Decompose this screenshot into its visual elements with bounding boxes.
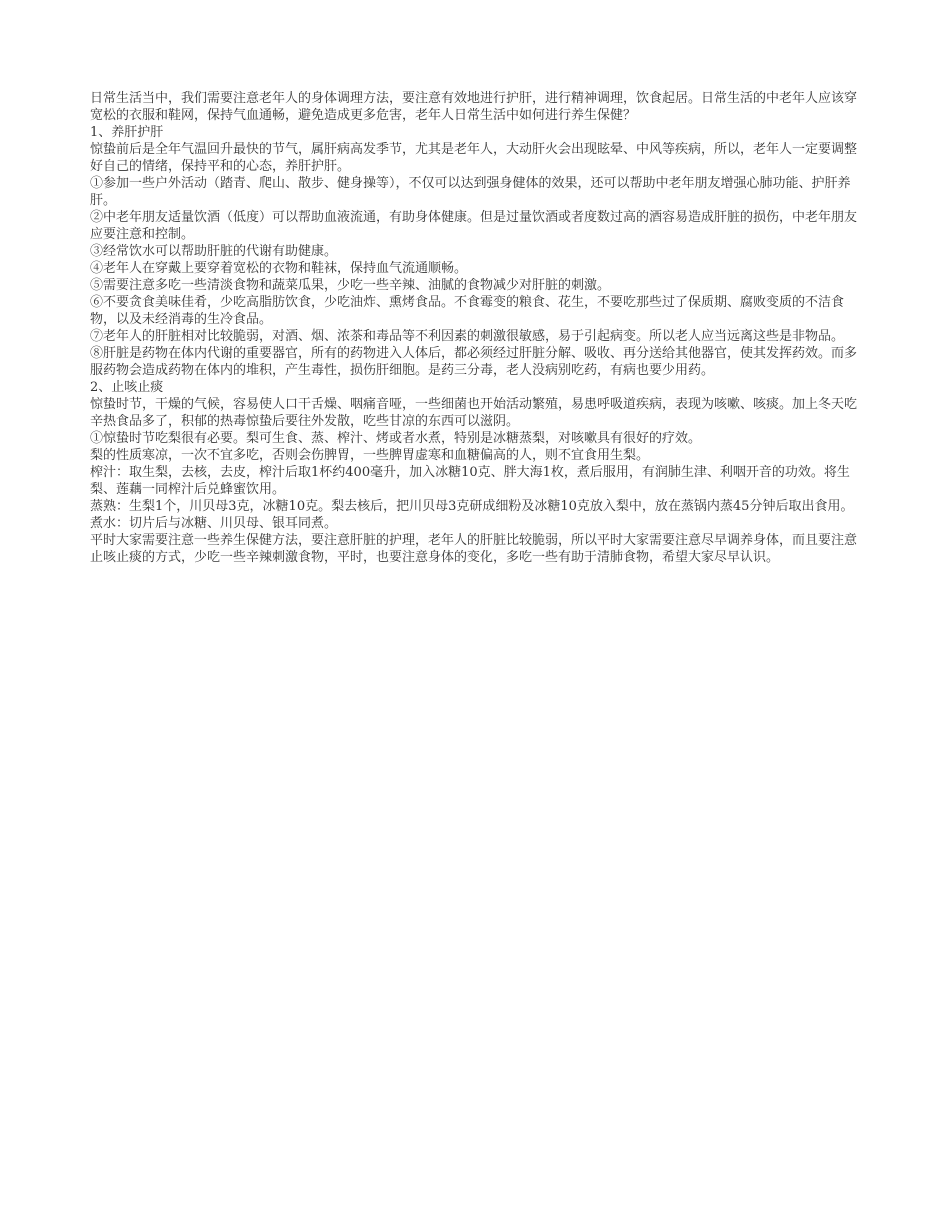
list-item: ⑦老年人的肝脏相对比较脆弱，对酒、烟、浓茶和毒品等不利因素的刺激很敏感，易于引起病变。所以老人应当远离这些是非物品。: [90, 329, 845, 344]
paragraph: 惊蛰时节，干燥的气候，容易使人口干舌燥、咽痛音哑，一些细菌也开始活动繁殖，易患呼吸道疾病，表现为咳嗽、咳痰。加上冬天吃辛热食品多了，积郁的热毒惊蛰后要往外发散，吃些甘凉的东西可以滋阴。: [90, 397, 858, 429]
list-item: ②中老年朋友适量饮酒（低度）可以帮助血液流通，有助身体健康。但是过量饮酒或者度数过高的酒容易造成肝脏的损伤，中老年朋友应要注意和控制。: [90, 210, 858, 242]
list-item: ⑧肝脏是药物在体内代谢的重要器官，所有的药物进入人体后，都必须经过肝脏分解、吸收、再分送给其他器官，使其发挥药效。而多服药物会造成药物在体内的堆积，产生毒性，损伤肝细胞。是药三分毒，老人没病别吃药，有病也要少用药。: [90, 346, 858, 378]
recipe-juice: 榨汁：取生梨，去核，去皮，榨汁后取1杯约400毫升，加入冰糖10克、胖大海1枚，煮后服用，有润肺生津、利咽开音的功效。将生梨、莲藕一同榨汁后兑蜂蜜饮用。: [90, 465, 850, 497]
recipe-steamed: 蒸熟：生梨1个，川贝母3克，冰糖10克。梨去核后，把川贝母3克研成细粉及冰糖10克放入梨中，放在蒸锅内蒸45分钟后取出食用。: [90, 499, 854, 514]
paragraph: 惊蛰前后是全年气温回升最快的节气，属肝病高发季节，尤其是老年人，大动肝火会出现眩晕、中风等疾病，所以，老年人一定要调整好自己的情绪，保持平和的心态，养肝护肝。: [90, 142, 858, 174]
recipe-boiled: 煮水：切片后与冰糖、川贝母、银耳同煮。: [90, 516, 338, 531]
section-heading-liver: 1、养肝护肝: [90, 125, 164, 140]
list-item: ①参加一些户外活动（踏青、爬山、散步、健身操等），不仅可以达到强身健体的效果，还可以帮助中老年朋友增强心肺功能、护肝养肝。: [90, 176, 851, 208]
list-item: ①惊蛰时节吃梨很有必要。梨可生食、蒸、榨汁、烤或者水煮，特别是冰糖蒸梨，对咳嗽具有很好的疗效。: [90, 431, 702, 446]
list-item: ⑤需要注意多吃一些清淡食物和蔬菜瓜果，少吃一些辛辣、油腻的食物减少对肝脏的刺激。: [90, 278, 611, 293]
article-body: [90, 90, 860, 566]
intro-paragraph: 日常生活当中，我们需要注意老年人的身体调理方法，要注意有效地进行护肝，进行精神调理，饮食起居。日常生活的中老年人应该穿宽松的衣服和鞋网，保持气血通畅，避免造成更多危害，老年人日常生活中如何进行养生保健？: [90, 91, 858, 123]
list-item: ④老年人在穿戴上要穿着宽松的衣物和鞋袜，保持血气流通顺畅。: [90, 261, 468, 276]
closing-paragraph: 平时大家需要注意一些养生保健方法，要注意肝脏的护理，老年人的肝脏比较脆弱，所以平时大家需要注意尽早调养身体，而且要注意止咳止痰的方式，少吃一些辛辣刺激食物，平时，也要注意身体的变化，多吃一些有助于清肺食物，希望大家尽早认识。: [90, 533, 858, 565]
paragraph: 梨的性质寒凉，一次不宜多吃，否则会伤脾胃，一些脾胃虚寒和血糖偏高的人，则不宜食用生梨。: [90, 448, 650, 463]
list-item: ⑥不要贪食美味佳肴，少吃高脂肪饮食，少吃油炸、熏烤食品。不食霉变的粮食、花生，不要吃那些过了保质期、腐败变质的不洁食物，以及未经消毒的生冷食品。: [90, 295, 845, 327]
section-heading-cough: 2、止咳止痰: [90, 380, 164, 395]
list-item: ③经常饮水可以帮助肝脏的代谢有助健康。: [90, 244, 338, 259]
